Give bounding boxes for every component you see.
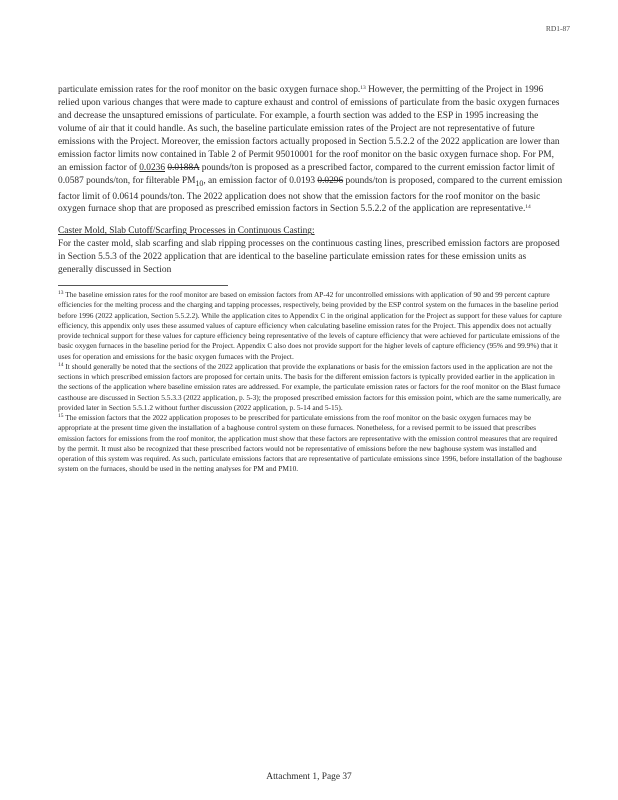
paragraph-text: pounds/ton is proposed, compared to the current emission factor limit of 0.0614 pounds/ton. The 2022 application does not show that the emission factors for the roof monitor on the basic oxygen furnace shop that are proposed as prescribed emission factors in Section 5.5.2.2 of the application are representative.: [58, 175, 563, 215]
page-footer: Attachment 1, Page 37: [266, 772, 352, 782]
footnote-15: [58, 413, 563, 475]
document-id: RD1-87: [545, 24, 570, 33]
struck-value: 0.0188A: [167, 162, 200, 173]
footnote-13: [58, 290, 563, 362]
footnote-number: 14: [58, 361, 64, 368]
footnote-text: The emission factors that the 2022 application proposes to be prescribed for particulate emissions from the roof monitor on the basic oxygen furnaces may be appropriate at the present time given the installation of a baghouse control system on these furnaces. Nonetheless, for a revised permit to be issued that prescribes emission factors for emissions from the roof monitor, the application must show that these factors are representative with the emission control measures that are required by the permit. It must also be recognized that these prescribed factors would not be representative of emissions before the new baghouse system was installed and operation of this system was required. As such, particulate emissions factors that are representative of particulate emissions since 1996, before installation of the baghouse system on the furnaces, should be used in the netting analyses for PM and PM10.: [58, 413, 563, 474]
footnote-number: 15: [58, 413, 64, 420]
footnote-14: [58, 362, 563, 413]
paragraph-text: particulate emission rates for the roof monitor on the basic oxygen furnace shop.: [58, 85, 361, 95]
document-body: [58, 84, 563, 475]
section-heading: Caster Mold, Slab Cutoff/Scarfing Processes in Continuous Casting:: [58, 226, 315, 237]
struck-value: 0.0296: [317, 175, 344, 186]
section-paragraph: For the caster mold, slab scarfing and slab ripping processes on the continuous casting lines, prescribed emission factors are proposed in Section 5.5.3 of the 2022 application that are identical to the baseline particulate emission rates for these emission units as generally discussed in Section: [58, 239, 560, 276]
footnote-divider: [58, 285, 228, 286]
body-paragraph: [58, 84, 563, 216]
footnote-ref: 14: [525, 204, 531, 211]
footnote-text: The baseline emission rates for the roof monitor are based on emission factors from AP-42 for uncontrolled emissions with application of 90 and 99 percent capture efficiencies for the melting process and the charging and tapping processes, respectively, being provided by the ESP control system on the furnaces in the baseline period before 1996 (2022 application, Section 5.5.2.2). While the application cites to Appendix C in the original application for the Project as support for these values for capture efficiency, this appendix only uses these assumed values of capture efficiency when calculating baseline emission rates for the Project. This appendix does not actually provide technical support for these values for capture efficiency being representative of the levels of capture efficiency that were achieved for particulate emissions of the basic oxygen furnaces in the baseline period for the Project. Appendix C also does not provide support for the higher levels of capture efficiency (95% and 99.9%) that it uses for operation and emissions for the basic oxygen furnaces with the Project.: [58, 290, 562, 361]
subscript: 10: [195, 178, 204, 188]
paragraph-text: However, the permitting of the Project in 1996 relied upon various changes that were made to capture exhaust and control of emissions of particulate from the basic oxygen furnaces and decrease the unsaptured emissions of particulate. For example, a fourth section was added to the ESP in 1995 increasing the volume of air that it could handle. As such, the baseline particulate emission rates of the Project are not representative of future emissions with the Project. Moreover, the emission factors actually proposed in Section 5.5.2.2 of the 2022 application are lower than emission factor limits now contained in Table 2 of Permit 95010001 for the roof monitor on the basic oxygen furnace shop. For PM, an emission factor of: [58, 85, 560, 173]
inserted-value: 0.0236: [139, 162, 166, 173]
footnote-number: 13: [58, 290, 64, 297]
footnote-ref: 13: [360, 85, 366, 91]
paragraph-text: pounds/ton is proposed as a prescribed factor, compared to the current emission factor limit of 0.0587 pounds/ton, for filterable PM: [58, 162, 555, 186]
footnote-text: It should generally be noted that the sections of the 2022 application that provide the explanations or basis for the emission factors used in the application are not the sections in which prescribed emission factors are proposed for certain units. The basis for the different emission factors is typically provided earlier in the application in the sections of the application where baseline emission rates are addressed. For example, the particulate emission rates or factors for the roof monitor on the Blast furnace casthouse are discussed in Section 5.5.3.3 (2022 application, p. 5-3); the proposed prescribed emission factors for this emission point, which are the same numerically, are provided later in Section 5.5.1.2 without further discussion (2022 application, p. 5-14 and 5-15).: [58, 361, 562, 412]
paragraph-text: , an emission factor of 0.0193: [203, 175, 318, 186]
